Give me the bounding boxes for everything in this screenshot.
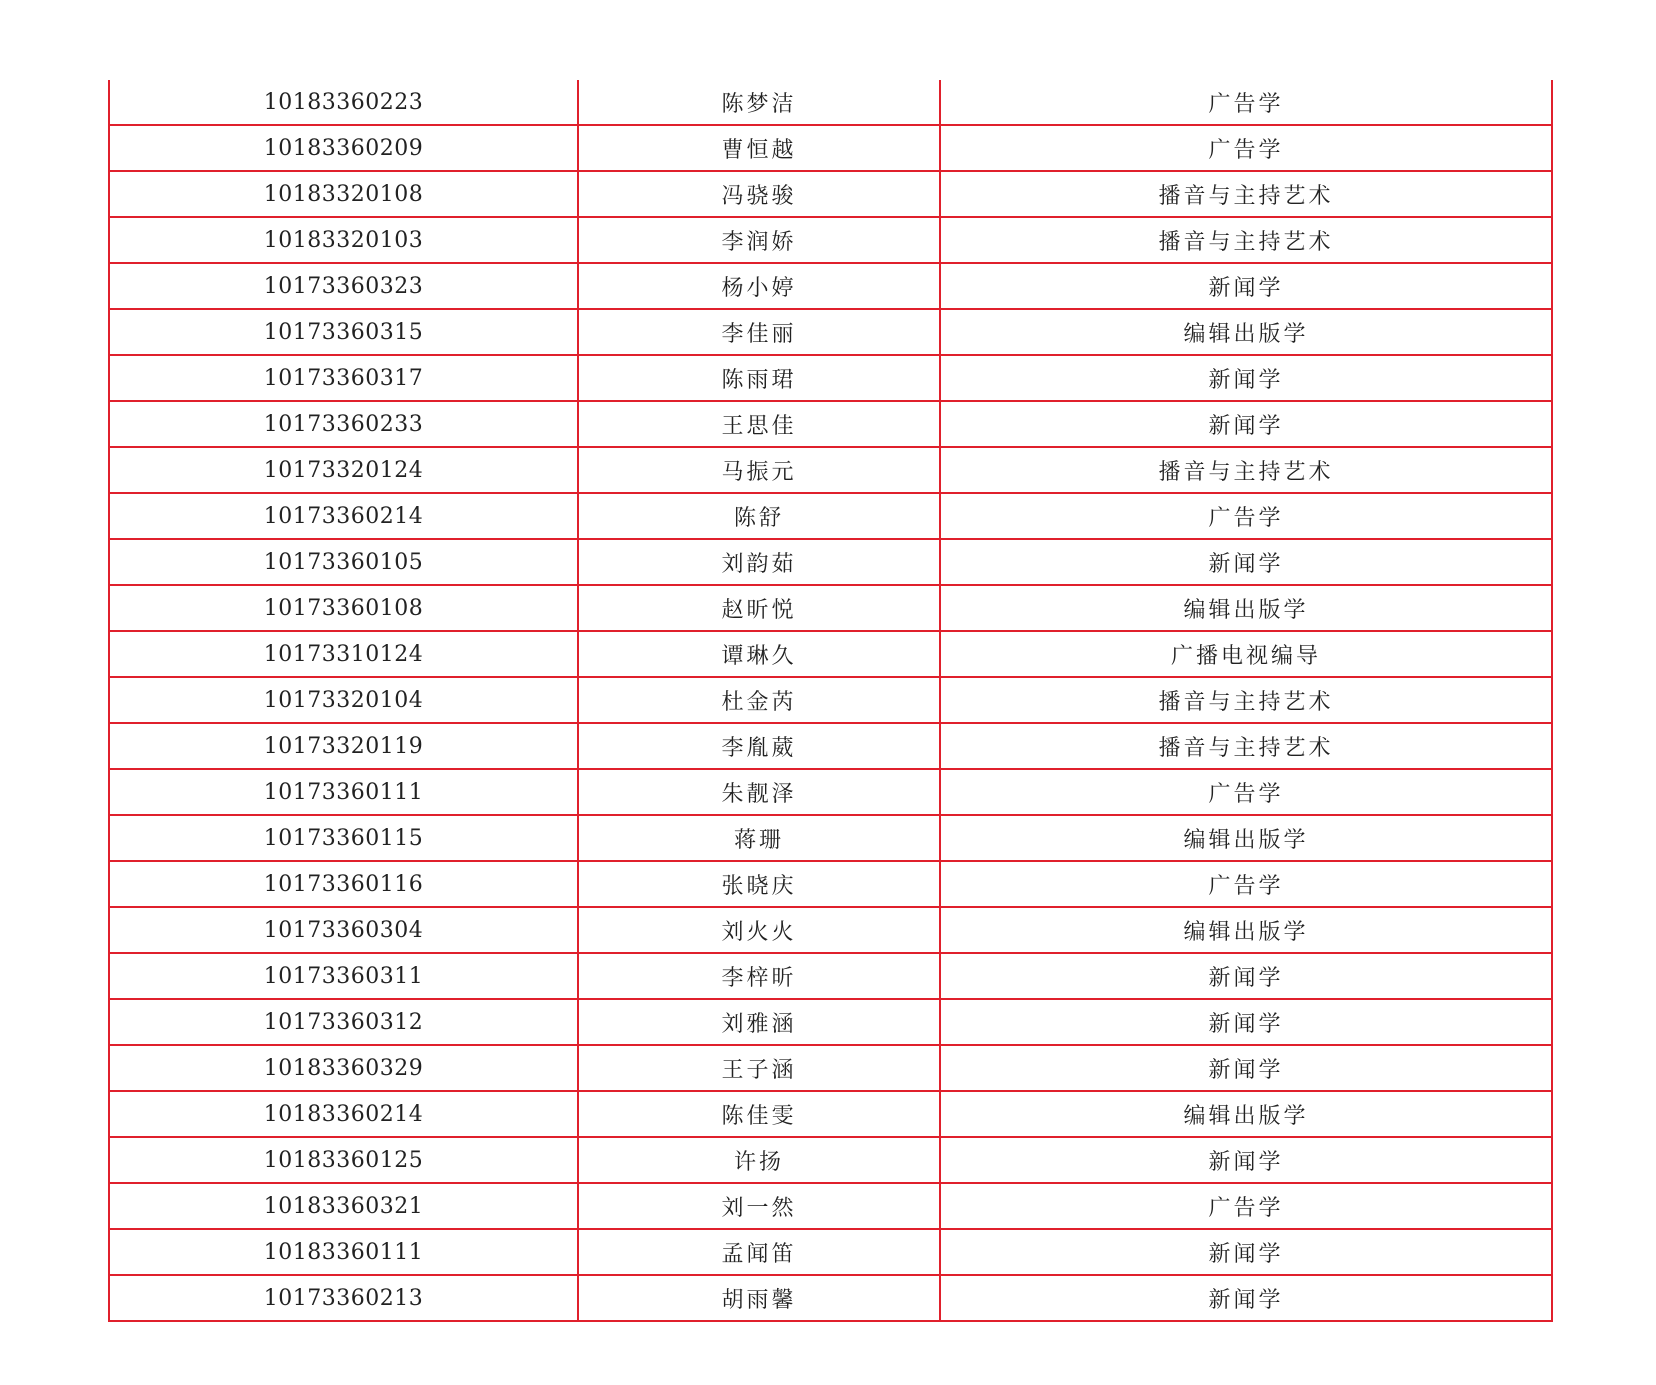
student-major-cell: 新闻学 <box>940 401 1552 447</box>
student-id-cell: 10173360315 <box>109 309 578 355</box>
student-id-cell: 10173360323 <box>109 263 578 309</box>
student-id-cell: 10173360311 <box>109 953 578 999</box>
student-id-cell: 10183360321 <box>109 1183 578 1229</box>
table-row <box>109 1045 1552 1091</box>
student-name-cell: 王思佳 <box>578 401 940 447</box>
student-major-cell: 新闻学 <box>940 263 1552 309</box>
student-major-cell: 新闻学 <box>940 1137 1552 1183</box>
student-name-cell: 刘韵茹 <box>578 539 940 585</box>
table-row <box>109 309 1552 355</box>
student-id-cell: 10183360223 <box>109 80 578 125</box>
student-id-cell: 10183360111 <box>109 1229 578 1275</box>
student-id-cell: 10173360108 <box>109 585 578 631</box>
table-row <box>109 1275 1552 1321</box>
student-major-cell: 播音与主持艺术 <box>940 217 1552 263</box>
student-major-cell: 编辑出版学 <box>940 309 1552 355</box>
student-name-cell: 杨小婷 <box>578 263 940 309</box>
table-row <box>109 861 1552 907</box>
student-major-cell: 广告学 <box>940 80 1552 125</box>
student-name-cell: 杜金芮 <box>578 677 940 723</box>
table-row <box>109 1091 1552 1137</box>
student-id-cell: 10173360111 <box>109 769 578 815</box>
student-name-cell: 许扬 <box>578 1137 940 1183</box>
table-row <box>109 401 1552 447</box>
table-row <box>109 1183 1552 1229</box>
student-major-cell: 新闻学 <box>940 1229 1552 1275</box>
student-id-cell: 10183360329 <box>109 1045 578 1091</box>
table-row <box>109 769 1552 815</box>
student-id-cell: 10173310124 <box>109 631 578 677</box>
student-major-cell: 广告学 <box>940 1183 1552 1229</box>
student-major-cell: 播音与主持艺术 <box>940 677 1552 723</box>
table-row <box>109 907 1552 953</box>
student-id-cell: 10183360209 <box>109 125 578 171</box>
table-row <box>109 539 1552 585</box>
student-id-cell: 10173360116 <box>109 861 578 907</box>
student-name-cell: 李梓昕 <box>578 953 940 999</box>
table-row <box>109 815 1552 861</box>
student-name-cell: 李润娇 <box>578 217 940 263</box>
student-name-cell: 刘火火 <box>578 907 940 953</box>
student-name-cell: 李胤葳 <box>578 723 940 769</box>
student-major-cell: 新闻学 <box>940 539 1552 585</box>
student-id-cell: 10183360125 <box>109 1137 578 1183</box>
student-name-cell: 王子涵 <box>578 1045 940 1091</box>
table-row <box>109 999 1552 1045</box>
student-major-cell: 广告学 <box>940 493 1552 539</box>
student-id-cell: 10183360214 <box>109 1091 578 1137</box>
student-name-cell: 刘雅涵 <box>578 999 940 1045</box>
student-major-cell: 新闻学 <box>940 953 1552 999</box>
student-name-cell: 谭琳久 <box>578 631 940 677</box>
student-id-cell: 10173320124 <box>109 447 578 493</box>
table-row <box>109 585 1552 631</box>
student-name-cell: 马振元 <box>578 447 940 493</box>
student-major-cell: 编辑出版学 <box>940 1091 1552 1137</box>
student-name-cell: 赵昕悦 <box>578 585 940 631</box>
student-name-cell: 胡雨馨 <box>578 1275 940 1321</box>
student-id-cell: 10173360312 <box>109 999 578 1045</box>
student-name-cell: 李佳丽 <box>578 309 940 355</box>
student-id-cell: 10173360105 <box>109 539 578 585</box>
student-id-cell: 10173320119 <box>109 723 578 769</box>
student-major-cell: 编辑出版学 <box>940 907 1552 953</box>
student-id-cell: 10173360115 <box>109 815 578 861</box>
student-name-cell: 张晓庆 <box>578 861 940 907</box>
table-row <box>109 80 1552 125</box>
table-row <box>109 447 1552 493</box>
student-major-cell: 播音与主持艺术 <box>940 447 1552 493</box>
student-id-cell: 10173360304 <box>109 907 578 953</box>
student-name-cell: 陈佳雯 <box>578 1091 940 1137</box>
student-major-cell: 编辑出版学 <box>940 585 1552 631</box>
student-major-cell: 编辑出版学 <box>940 815 1552 861</box>
student-name-cell: 蒋珊 <box>578 815 940 861</box>
table-row <box>109 953 1552 999</box>
table-row <box>109 355 1552 401</box>
student-name-cell: 陈梦洁 <box>578 80 940 125</box>
student-name-cell: 陈雨珺 <box>578 355 940 401</box>
table-row <box>109 1137 1552 1183</box>
student-major-cell: 新闻学 <box>940 1045 1552 1091</box>
student-name-cell: 曹恒越 <box>578 125 940 171</box>
table-row <box>109 631 1552 677</box>
student-name-cell: 孟闻笛 <box>578 1229 940 1275</box>
table-row <box>109 493 1552 539</box>
student-major-cell: 广告学 <box>940 769 1552 815</box>
student-major-cell: 新闻学 <box>940 1275 1552 1321</box>
table-row <box>109 171 1552 217</box>
student-id-cell: 10183320103 <box>109 217 578 263</box>
student-id-cell: 10173320104 <box>109 677 578 723</box>
table-row <box>109 677 1552 723</box>
roster-body <box>109 80 1552 1321</box>
student-roster-table <box>108 80 1553 1322</box>
student-name-cell: 朱靓泽 <box>578 769 940 815</box>
student-major-cell: 播音与主持艺术 <box>940 171 1552 217</box>
table-row <box>109 1229 1552 1275</box>
student-major-cell: 广播电视编导 <box>940 631 1552 677</box>
table-row <box>109 125 1552 171</box>
student-major-cell: 新闻学 <box>940 999 1552 1045</box>
student-major-cell: 广告学 <box>940 125 1552 171</box>
student-id-cell: 10173360213 <box>109 1275 578 1321</box>
student-id-cell: 10173360233 <box>109 401 578 447</box>
table-row <box>109 723 1552 769</box>
student-name-cell: 冯骁骏 <box>578 171 940 217</box>
student-major-cell: 新闻学 <box>940 355 1552 401</box>
table-row <box>109 263 1552 309</box>
student-major-cell: 广告学 <box>940 861 1552 907</box>
student-id-cell: 10173360317 <box>109 355 578 401</box>
student-id-cell: 10173360214 <box>109 493 578 539</box>
student-name-cell: 刘一然 <box>578 1183 940 1229</box>
student-id-cell: 10183320108 <box>109 171 578 217</box>
student-name-cell: 陈舒 <box>578 493 940 539</box>
table-row <box>109 217 1552 263</box>
student-major-cell: 播音与主持艺术 <box>940 723 1552 769</box>
